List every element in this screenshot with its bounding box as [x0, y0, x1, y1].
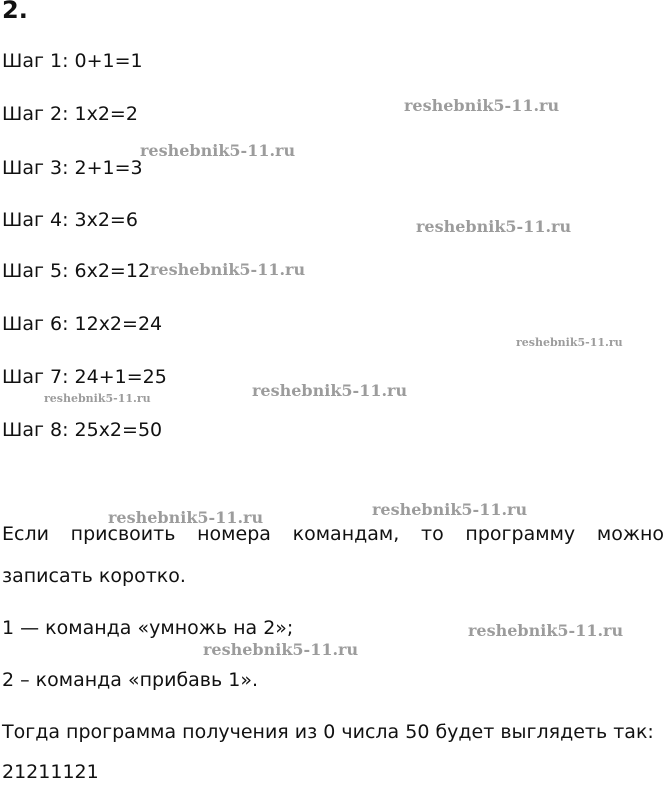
conclusion: Тогда программа получения из 0 числа 50 будет выглядеть так:	[2, 721, 654, 743]
watermark: reshebnik5-11.ru	[372, 500, 528, 519]
task-number: 2.	[2, 0, 28, 24]
step-5: Шаг 5: 6х2=12	[2, 260, 151, 282]
watermark: reshebnik5-11.ru	[140, 141, 296, 160]
step-8: Шаг 8: 25х2=50	[2, 419, 163, 441]
program-code: 21211121	[2, 761, 99, 783]
watermark: reshebnik5-11.ru	[516, 336, 623, 349]
command-1: 1 — команда «умножь на 2»;	[2, 617, 294, 639]
watermark: reshebnik5-11.ru	[44, 392, 151, 405]
step-4: Шаг 4: 3х2=6	[2, 209, 138, 231]
watermark: reshebnik5-11.ru	[416, 217, 572, 236]
watermark: reshebnik5-11.ru	[468, 621, 624, 640]
explanation-line-1: Если присвоить номера командам, то программу можно	[2, 523, 664, 545]
command-2: 2 – команда «прибавь 1».	[2, 669, 258, 691]
step-7: Шаг 7: 24+1=25	[2, 366, 167, 388]
explanation-line-2: записать коротко.	[2, 565, 186, 587]
step-3: Шаг 3: 2+1=3	[2, 157, 143, 179]
step-2: Шаг 2: 1х2=2	[2, 103, 138, 125]
step-6: Шаг 6: 12х2=24	[2, 313, 163, 335]
watermark: reshebnik5-11.ru	[252, 381, 408, 400]
watermark: reshebnik5-11.ru	[108, 508, 264, 527]
step-1: Шаг 1: 0+1=1	[2, 50, 143, 72]
watermark: reshebnik5-11.ru	[150, 260, 306, 279]
watermark: reshebnik5-11.ru	[203, 640, 359, 659]
watermark: reshebnik5-11.ru	[404, 96, 560, 115]
